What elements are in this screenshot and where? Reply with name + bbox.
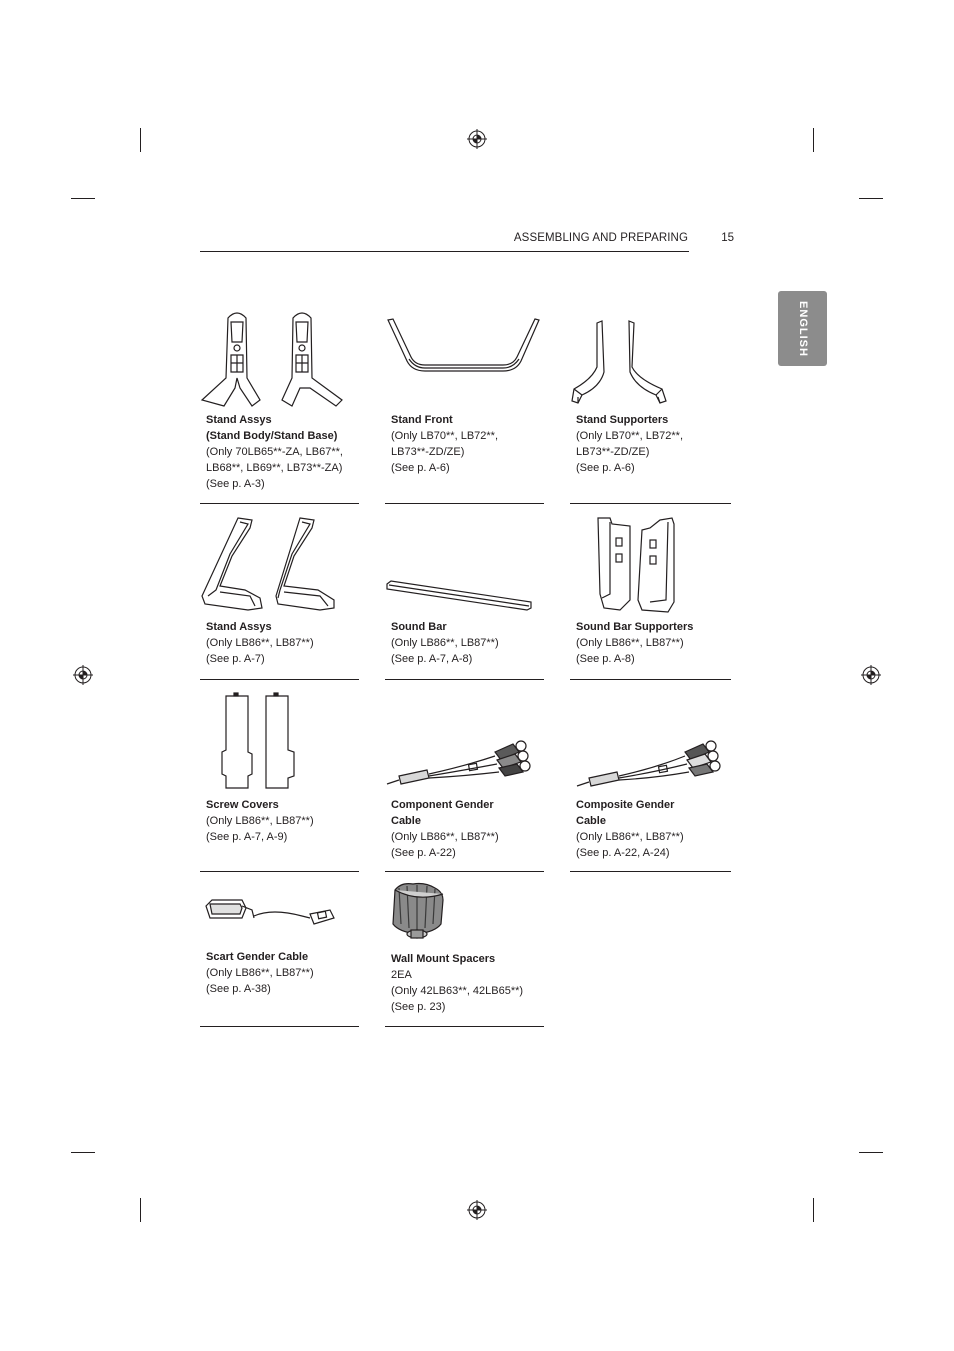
composite-gender-cable-icon xyxy=(575,732,725,792)
item-divider xyxy=(570,503,731,504)
registration-mark-icon xyxy=(466,1199,488,1221)
stand-supporters-icon xyxy=(570,317,680,407)
item-detail: (Only 70LB65**-ZA, LB67**, xyxy=(206,446,343,458)
item-name: Stand Assys xyxy=(206,414,272,426)
sound-bar-supporters-icon xyxy=(590,514,710,614)
item-detail: (See p. A-22, A-24) xyxy=(576,847,670,859)
item-detail: (Only LB86**, LB87**) xyxy=(206,815,314,827)
item-name: Cable xyxy=(576,815,606,827)
crop-mark xyxy=(71,198,95,199)
registration-mark-icon xyxy=(466,128,488,150)
item-divider xyxy=(200,871,359,872)
scart-gender-cable-icon xyxy=(202,894,342,934)
item-divider xyxy=(385,679,544,680)
wall-mount-spacer-icon xyxy=(389,880,449,942)
item-detail: (Only LB86**, LB87**) xyxy=(206,637,314,649)
item-detail: (See p. A-7, A-9) xyxy=(206,831,288,843)
component-gender-cable-icon xyxy=(385,732,535,792)
item-detail: (Only LB86**, LB87**) xyxy=(206,967,314,979)
accessory-item xyxy=(570,690,729,874)
page-number: 15 xyxy=(721,232,734,244)
item-name: Sound Bar Supporters xyxy=(576,621,694,633)
item-caption xyxy=(206,412,343,492)
item-name: Component Gender xyxy=(391,799,494,811)
item-detail: LB73**-ZD/ZE) xyxy=(391,446,465,458)
item-detail: (Only LB70**, LB72**, xyxy=(576,430,684,442)
item-detail: (See p. A-38) xyxy=(206,983,271,995)
item-name: Composite Gender xyxy=(576,799,675,811)
stand-assys-icon xyxy=(200,516,340,614)
accessory-item xyxy=(570,512,729,682)
item-divider xyxy=(200,1026,359,1027)
crop-mark xyxy=(140,1198,141,1222)
item-detail: (Only LB86**, LB87**) xyxy=(391,637,499,649)
item-detail: (See p. A-6) xyxy=(391,462,450,474)
sound-bar-icon xyxy=(385,578,535,614)
accessory-item xyxy=(385,690,544,874)
item-caption xyxy=(391,951,523,1015)
accessory-item xyxy=(570,305,729,505)
item-detail: (Only LB86**, LB87**) xyxy=(576,637,684,649)
stand-front-icon xyxy=(385,317,540,377)
item-name: Stand Assys xyxy=(206,621,272,633)
registration-mark-icon xyxy=(72,664,94,686)
item-detail: (See p. A-3) xyxy=(206,478,265,490)
crop-mark xyxy=(813,1198,814,1222)
item-caption xyxy=(391,797,499,861)
item-detail: LB73**-ZD/ZE) xyxy=(576,446,650,458)
item-divider xyxy=(200,679,359,680)
stand-body-base-icon xyxy=(200,308,350,408)
header-divider xyxy=(200,251,689,252)
accessory-item xyxy=(385,305,544,505)
item-detail: (Only LB86**, LB87**) xyxy=(576,831,684,843)
item-divider xyxy=(385,1026,544,1027)
item-divider xyxy=(570,871,731,872)
accessory-item xyxy=(385,512,544,682)
accessory-item xyxy=(200,305,359,505)
accessory-item xyxy=(200,690,359,874)
crop-mark xyxy=(71,1152,95,1153)
item-detail: (See p. A-7) xyxy=(206,653,265,665)
item-caption xyxy=(206,949,314,997)
crop-mark xyxy=(140,128,141,152)
crop-mark xyxy=(859,198,883,199)
registration-mark-icon xyxy=(860,664,882,686)
item-caption xyxy=(576,797,684,861)
item-caption xyxy=(391,619,499,667)
item-name: Stand Supporters xyxy=(576,414,669,426)
item-detail: (See p. 23) xyxy=(391,1001,446,1013)
item-caption xyxy=(391,412,498,476)
item-caption xyxy=(576,619,693,667)
item-name: Sound Bar xyxy=(391,621,447,633)
accessory-item xyxy=(200,512,359,682)
crop-mark xyxy=(813,128,814,152)
item-detail: (See p. A-8) xyxy=(576,653,635,665)
item-caption xyxy=(206,797,314,845)
item-name: Stand Front xyxy=(391,414,453,426)
item-detail: (Only LB70**, LB72**, xyxy=(391,430,499,442)
item-divider xyxy=(385,871,544,872)
language-tab xyxy=(778,291,827,366)
item-detail: (See p. A-6) xyxy=(576,462,635,474)
item-name: Wall Mount Spacers xyxy=(391,953,496,965)
item-detail: LB68**, LB69**, LB73**-ZA) xyxy=(206,462,343,474)
item-divider xyxy=(570,679,731,680)
item-divider xyxy=(200,503,359,504)
accessory-item xyxy=(385,880,544,1030)
section-title: ASSEMBLING AND PREPARING xyxy=(513,232,688,244)
crop-mark xyxy=(859,1152,883,1153)
item-caption xyxy=(206,619,314,667)
item-detail: (See p. A-22) xyxy=(391,847,456,859)
item-caption xyxy=(576,412,683,476)
item-divider xyxy=(385,503,544,504)
item-name: Cable xyxy=(391,815,421,827)
item-name: Screw Covers xyxy=(206,799,279,811)
accessory-item xyxy=(200,880,359,1030)
item-detail: (Only LB86**, LB87**) xyxy=(391,831,499,843)
screw-covers-icon xyxy=(218,692,304,792)
item-detail: (Only 42LB63**, 42LB65**) xyxy=(391,985,524,997)
item-name: (Stand Body/Stand Base) xyxy=(206,430,338,442)
item-name: Scart Gender Cable xyxy=(206,951,309,963)
language-tab-label: ENGLISH xyxy=(796,300,809,357)
item-detail: (See p. A-7, A-8) xyxy=(391,653,473,665)
item-detail: 2EA xyxy=(391,969,412,981)
